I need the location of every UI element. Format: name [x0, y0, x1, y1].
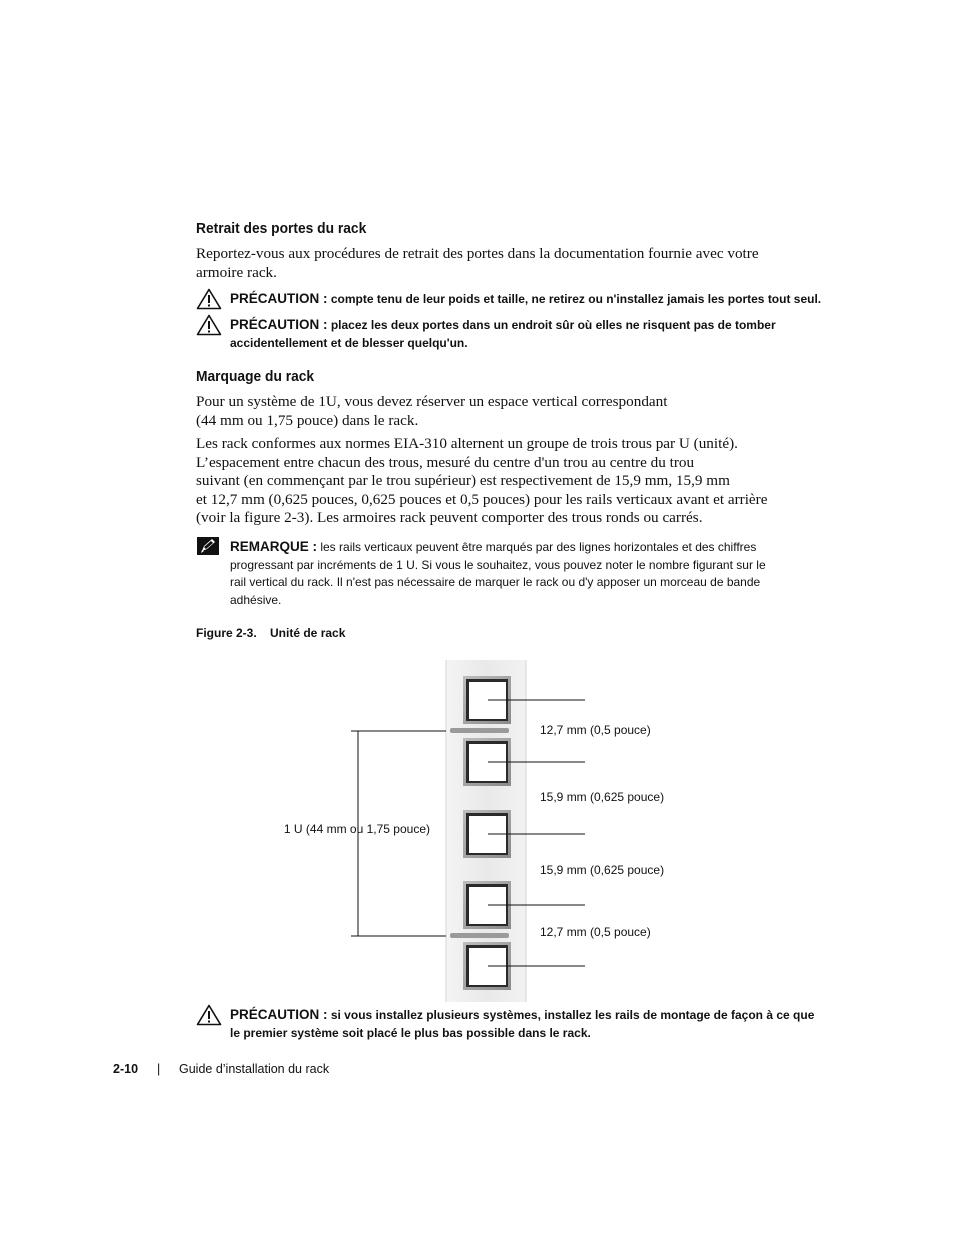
remark-note: REMARQUE : les rails verticaux peuvent être marqués par des lignes horizontales et des chiffres progressant par incréments de 1 U. Si vous le souhaitez, vous pouvez noter le nombre figurant sur le rail vertical du rack. Il n'est pas nécessaire de marquer le rack ou d'y apposer un morceau de bande adhésive.	[230, 539, 766, 607]
spacing-label: 12,7 mm (0,5 pouce)	[540, 925, 651, 939]
footer-separator: |	[157, 1062, 161, 1076]
unit-height-label: 1 U (44 mm ou 1,75 pouce)	[283, 822, 430, 836]
spacing-label: 15,9 mm (0,625 pouce)	[540, 863, 665, 877]
spacing-label: 12,7 mm (0,5 pouce)	[540, 723, 651, 737]
section-heading-door-removal: Retrait des portes du rack	[196, 220, 367, 237]
caution-note-3: PRÉCAUTION : si vous installez plusieurs systèmes, installez les rails de montage de façon à ce que le premier système soit placé le plus bas possible dans le rack.	[230, 1007, 815, 1040]
rack-marking-paragraph-2: Les rack conformes aux normes EIA-310 alternent un groupe de trois trous par U (unité). L’espacement entre chacun des trous, mesuré du centre d'un trou au centre du trou suivant (en commençant par le trou supérieur) est respectivement de 15,9 mm, 15,9 mm et 12,7 mm (0,625 pouces, 0,625 pouces et 0,5 pouces) pour les rails verticaux avant et arrière (voir la figure 2-3). Les armoires rack peuvent comporter des trous ronds ou carrés.	[196, 435, 768, 527]
warning-icon	[196, 1004, 222, 1026]
spacing-label: 15,9 mm (0,625 pouce)	[540, 790, 665, 804]
unit-marker-line	[450, 728, 509, 733]
caution-note-1: PRÉCAUTION : compte tenu de leur poids et taille, ne retirez ou n'installez jamais les portes tout seul.	[230, 291, 822, 306]
figure-caption: Figure 2-3. Unité de rack	[196, 626, 346, 640]
rack-marking-paragraph-1: Pour un système de 1U, vous devez réserver un espace vertical correspondant (44 mm ou 1,75 pouce) dans le rack.	[196, 393, 668, 429]
section-heading-rack-marking: Marquage du rack	[196, 368, 315, 385]
door-removal-paragraph: Reportez-vous aux procédures de retrait des portes dans la documentation fournie avec votre armoire rack.	[196, 245, 759, 281]
caution-note-2: PRÉCAUTION : placez les deux portes dans un endroit sûr où elles ne risquent pas de tomber accidentellement et de blesser quelqu'un.	[230, 317, 776, 350]
page-number: 2-10	[113, 1062, 139, 1076]
unit-marker-line	[450, 933, 509, 938]
footer-title: Guide d’installation du rack	[179, 1062, 330, 1076]
